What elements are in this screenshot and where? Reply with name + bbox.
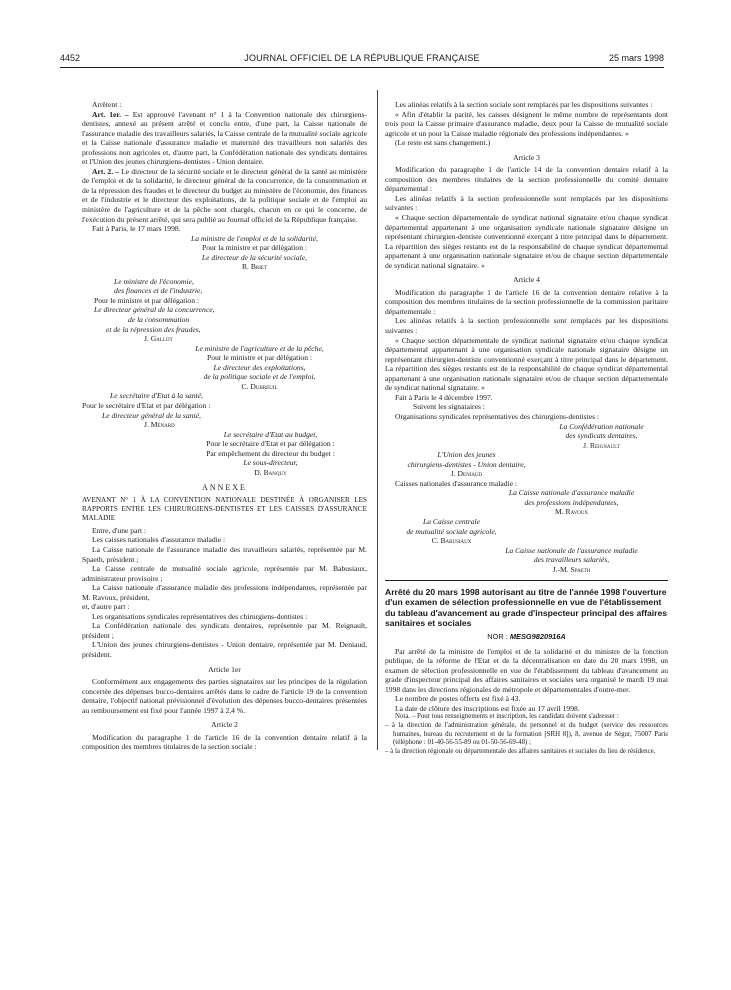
sig-line: des professions indépendantes, bbox=[524, 497, 619, 507]
sig-name: J. Ménard bbox=[144, 420, 175, 430]
article-2-text: Le directeur de la sécurité sociale et le directeur général de la santé au ministère de l'emploi et de la solidarité, le directeur général de la concurrence, de la consommation et de la répression des fraudes et le directeur du budget au ministère de l'économie, des finances et de l'industrie et le directeur des exploitations, de la politique sociale et de l'emploi au ministère de l'agriculture et de la pêche sont chargés, chacun en ce qui le concerne, de l'exécution du présent arrêté, qui sera publié au Journal officiel de la République française. bbox=[82, 166, 367, 224]
annexe-heading: ANNEXE bbox=[202, 483, 247, 493]
article-1-title: Article 1er bbox=[208, 664, 241, 674]
sig-line: Le secrétaire d'Etat à la santé, bbox=[110, 391, 203, 401]
journal-title: JOURNAL OFFICIEL DE LA RÉPUBLIQUE FRANÇAISE bbox=[244, 53, 480, 63]
orgs-heading: Organisations syndicales représentatives des chirurgiens-dentistes : bbox=[395, 411, 600, 421]
caisses-heading: Caisses nationales d'assurance maladie : bbox=[395, 478, 517, 488]
article-1-body: Conformément aux engagements des parties signataires sur les principes de la régulation concertée des dépenses bucco-dentaires arrêtés dans le cadre de l'article 19 de la convention dentaire, l'objectif national prévisionnel d'évolution des dépenses bucco-dentaires présentées au remboursement est fixé pour l'année 1997 à 2,4 %. bbox=[82, 677, 367, 715]
sig-line: La Caisse centrale bbox=[423, 516, 480, 526]
paragraph: Par arrêté de la ministre de l'emploi et de la solidarité et du ministre de la fonction publique, de la réforme de l'Etat et de la décentralisation en date du 20 mars 1998, un examen de sélection professionnelle en vue de l'établissement du tableau d'avancement au grade d'inspecteur principal des affaires sanitaires et sociales sera organisé le mardi 19 mai 1998 dans les directions régionales de métropole et départementales d'outre-mer. bbox=[385, 646, 668, 694]
sig-line: Le sous-directeur, bbox=[243, 458, 298, 468]
signature-ravoux bbox=[385, 488, 668, 517]
sig-line: La ministre de l'emploi et de la solidarité, bbox=[190, 233, 319, 243]
party-line: Les organisations syndicales représentatives des chirurgiens-dentistes : bbox=[92, 611, 308, 621]
party-line: La Caisse nationale de l'assurance maladie des travailleurs salariés, représentée par M. Spaeth, président ; bbox=[82, 544, 367, 564]
party-line: Les caisses nationales d'assurance maladie : bbox=[92, 535, 226, 545]
party-line: La Caisse centrale de mutualité sociale agricole, représentée par M. Babusiaux, administrateur provisoire ; bbox=[82, 564, 367, 583]
sig-name: J. Reignault bbox=[583, 440, 620, 450]
party-line: La Caisse nationale d'assurance maladie des professions indépendantes, représentée par M. Ravoux, président, bbox=[82, 583, 367, 602]
paragraph: « Chaque section départementale de syndicat national signataire et/ou chaque syndicat départemental appartenant à une organisation syndicale nationale signataire désigne un représentant chirurgien-dentiste conventionné exerçant à titre principal dans le département. La répartition des sièges restants est de la responsabilité de chaque syndicat départemental appartenant à une organisation nationale signataire et/ou de chaque section départementale de syndicat national signataire. » bbox=[385, 213, 668, 270]
nor-reference bbox=[385, 632, 668, 642]
sig-name: D. Banquy bbox=[254, 467, 287, 477]
article-3-title: Article 3 bbox=[513, 152, 540, 162]
paragraph: « Chaque section départementale de syndicat national signataire et/ou chaque syndicat départemental appartenant à une organisation syndicale nationale signataire désigne un représentant chirurgien-dentiste conventionné exerçant à titre principal dans le département. La répartition des sièges restants est de la responsabilité de chaque syndicat départemental appartenant à une organisation nationale signataire et/ou de chaque section départementale de syndicat national signataire. » bbox=[385, 335, 668, 393]
signature-block-4 bbox=[82, 391, 367, 429]
article-2-title: Article 2 bbox=[211, 720, 238, 730]
right-column bbox=[385, 100, 668, 756]
sig-line: de la consommation bbox=[128, 315, 190, 325]
party-line: Entre, d'une part : bbox=[92, 525, 147, 535]
signature-block-5 bbox=[82, 430, 367, 478]
sig-line: Pour le secrétaire d'Etat et par délégation : bbox=[206, 439, 335, 449]
article-1-text: Est approuvé l'avenant n° 1 à la Convention nationale des chirurgiens-dentistes, annexé au présent arrêté et conclu entre, d'une part, la Caisse nationale de l'assurance maladie des travailleurs salariés, la Caisse centrale de la mutualité sociale agricole et la Caisse nationale d'assurance maladie et maternité des travailleurs non salariés des professions non agricoles et, d'autre part, la Confédération nationale des syndicats dentaires et l'Union des jeunes chirurgiens-dentistes - Union dentaire. bbox=[82, 109, 367, 167]
sig-line: La Caisse nationale de l'assurance maladie bbox=[505, 545, 638, 555]
signature-babusiaux bbox=[385, 517, 668, 546]
sig-name: C. Dubreuil bbox=[241, 381, 278, 391]
sig-line: Le directeur de la sécurité sociale, bbox=[201, 252, 308, 262]
paragraph: Les alinéas relatifs à la section sociale sont remplacés par les dispositions suivantes : bbox=[395, 100, 653, 109]
sig-line: Le directeur des exploitations, bbox=[213, 362, 306, 372]
sig-name: J.-M. Spaeth bbox=[552, 564, 591, 574]
signature-block-1 bbox=[82, 234, 367, 272]
paragraph: Les alinéas relatifs à la section professionnelle sont remplacés par les dispositions suivantes : bbox=[385, 193, 668, 213]
sig-line: chirurgiens-dentistes - Union dentaire, bbox=[407, 459, 526, 469]
running-header bbox=[60, 53, 664, 67]
article-4-title: Article 4 bbox=[513, 275, 540, 285]
signature-reignault bbox=[385, 422, 668, 451]
fait-paris: Fait à Paris, le 17 mars 1998. bbox=[92, 224, 181, 234]
sig-line: Le directeur général de la concurrence, bbox=[94, 305, 215, 315]
address-line: – à la direction régionale ou départementale des affaires sanitaires et sociales du lieu de résidence. bbox=[385, 747, 656, 755]
paragraph: (Le reste est sans changement.) bbox=[395, 138, 491, 148]
sig-line: Le ministre de l'économie, bbox=[114, 276, 194, 286]
address-line: – à la direction de l'administration générale, du personnel et du budget (service des ressources humaines, bureau du recrutement et de la formation [SRH 8]), 8, avenue de Ségur, 75007 Paris (téléphone : 01-40-56-55-89 ou 01-50-56-69-48) ; bbox=[385, 722, 668, 747]
arrete-title: Arrêté du 20 mars 1998 autorisant au titre de l'année 1998 l'ouverture d'un examen de sélection professionnelle en vue de l'établissement du tableau d'avancement au grade d'inspecteur principal des affaires sanitaires et sociales bbox=[385, 587, 668, 628]
issue-date: 25 mars 1998 bbox=[608, 53, 664, 63]
signature-deniaud bbox=[385, 450, 668, 479]
paragraph: Modification du paragraphe 1 de l'article 14 de la convention dentaire relatif à la composition des membres titulaires de la section professionnelle du comité dentaire départemental : bbox=[385, 165, 668, 194]
paragraph: Modification du paragraphe 1 de l'article 16 de la convention dentaire relative à la composition des membres titulaires de la section professionnelle de la commission paritaire départementale : bbox=[385, 287, 668, 316]
column-divider bbox=[377, 90, 378, 750]
signature-block-3 bbox=[82, 344, 367, 392]
sig-line: des syndicats dentaires, bbox=[565, 431, 638, 441]
sig-name: M. Ravoux bbox=[554, 507, 589, 517]
sig-line: des travailleurs salariés, bbox=[533, 555, 610, 565]
sig-line: Le directeur général de la santé, bbox=[102, 410, 201, 420]
sig-line: Par empêchement du directeur du budget : bbox=[206, 448, 335, 458]
sig-line: Pour la ministre et par délégation : bbox=[201, 243, 308, 253]
page-number: 4452 bbox=[60, 53, 81, 63]
sig-line: des finances et de l'industrie, bbox=[114, 286, 203, 296]
sig-line: Pour le ministre et par délégation : bbox=[206, 353, 313, 363]
paragraph: Les alinéas relatifs à la section professionnelle sont remplacés par les dispositions suivantes : bbox=[385, 316, 668, 336]
sig-line: de mutualité sociale agricole, bbox=[406, 526, 497, 536]
nor-label: NOR : bbox=[487, 632, 508, 642]
suivent: Suivent les signataires : bbox=[413, 402, 485, 412]
sig-name: J. Deniaud bbox=[450, 469, 483, 479]
sig-line: L'Union des jeunes bbox=[437, 450, 496, 460]
article-1-paragraph bbox=[82, 110, 367, 167]
article-2-label: Art. 2. – bbox=[92, 166, 119, 176]
fait-paris: Fait à Paris le 4 décembre 1997. bbox=[395, 392, 493, 402]
sig-line: Le ministre de l'agriculture et de la pêche, bbox=[195, 343, 324, 353]
section-rule bbox=[385, 580, 668, 581]
paragraph: Le nombre de postes offerts est fixé à 43. bbox=[395, 694, 521, 704]
header-rule bbox=[60, 67, 664, 68]
signature-spaeth bbox=[385, 546, 668, 575]
paragraph: « Afin d'établir la parité, les caisses désignent le même nombre de représentants dont trois pour la Caisse primaire d'assurance maladie, deux pour la Caisse de mutualité sociale agricole et un pour la Caisse maladie régionale des professions indépendantes. » bbox=[385, 109, 668, 138]
sig-name: J. Gallot bbox=[144, 334, 173, 344]
signature-block-2 bbox=[82, 277, 367, 344]
sig-line: Pour le secrétaire d'Etat et par délégation : bbox=[82, 400, 211, 410]
sig-name: R. Briet bbox=[241, 262, 268, 272]
nota: Nota. – Pour tous renseignements et inscription, les candidats doivent s'adresser : bbox=[395, 713, 619, 721]
sig-line: et de la répression des fraudes, bbox=[106, 324, 201, 334]
annexe-title: AVENANT N° 1 À LA CONVENTION NATIONALE DESTINÉE À ORGANISER LES RAPPORTS ENTRE LES CHIRURGIENS-DENTISTES ET LES CAISSES D'ASSURANCE MALADIE bbox=[82, 495, 367, 522]
arretent: Arrêtent : bbox=[92, 100, 122, 109]
sig-line: Le secrétaire d'Etat au budget, bbox=[223, 429, 318, 439]
party-line: La Confédération nationale des syndicats dentaires, représentée par M. Reignault, président ; bbox=[82, 621, 367, 640]
article-2-paragraph bbox=[82, 167, 367, 224]
party-line: et, d'autre part : bbox=[82, 602, 130, 612]
article-2-body: Modification du paragraphe 1 de l'article 16 de la convention dentaire relatif à la composition des membres titulaires de la section sociale : bbox=[82, 732, 367, 752]
sig-line: La Confédération nationale bbox=[559, 421, 644, 431]
sig-line: Pour le ministre et par délégation : bbox=[94, 295, 200, 305]
nor-code: MESG9820916A bbox=[509, 632, 566, 642]
article-1-label: Art. 1er. – bbox=[92, 109, 129, 119]
party-line: L'Union des jeunes chirurgiens-dentistes - Union dentaire, représentée par M. Deniaud, président. bbox=[82, 640, 367, 659]
sig-name: C. Babusiaux bbox=[431, 536, 472, 546]
paragraph: La date de clôture des inscriptions est fixée au 17 avril 1998. bbox=[395, 703, 580, 713]
sig-line: de la politique sociale et de l'emploi, bbox=[203, 372, 316, 382]
sig-line: La Caisse nationale d'assurance maladie bbox=[508, 488, 635, 498]
left-column bbox=[82, 100, 367, 752]
